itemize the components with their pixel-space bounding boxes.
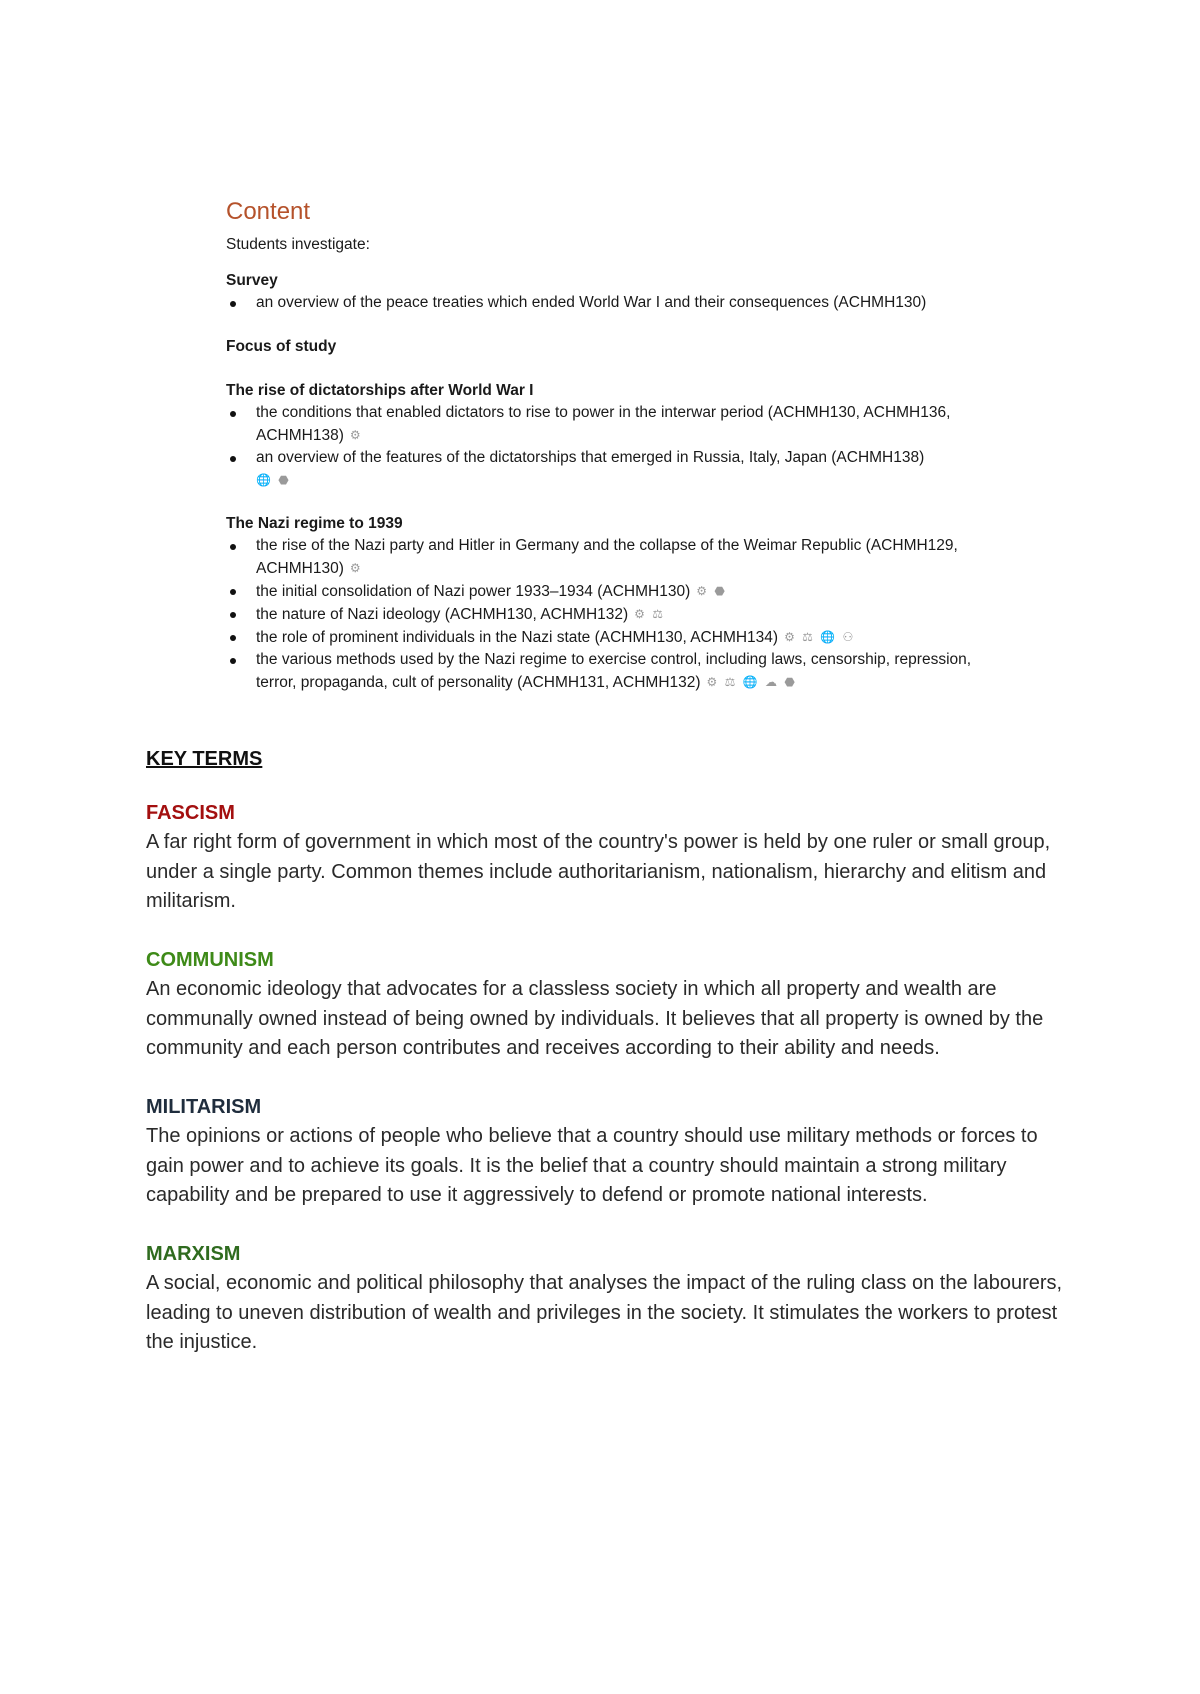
term-name: MILITARISM bbox=[146, 1095, 262, 1118]
term-name: FASCISM bbox=[146, 801, 235, 824]
list-item: an overview of the features of the dictatorships that emerged in Russia, Italy, Japan (ACHMH138) 🌐 ⬣ bbox=[226, 447, 1006, 491]
list-item: the nature of Nazi ideology (ACHMH130, ACHMH132) ⚙ ⚖ bbox=[226, 603, 1006, 626]
survey-list bbox=[226, 292, 1006, 314]
curriculum-icons: ⚙ ⚖ bbox=[634, 607, 666, 621]
key-terms-section bbox=[146, 745, 1066, 1387]
curriculum-icons: ⚙ ⚖ 🌐 ☁ ⬣ bbox=[706, 675, 797, 689]
term-communism bbox=[146, 946, 1066, 1064]
term-name: MARXISM bbox=[146, 1242, 241, 1265]
curriculum-icons: ⚙ bbox=[349, 428, 363, 442]
dictatorships-list bbox=[226, 402, 1006, 491]
key-terms-heading: KEY TERMS bbox=[146, 748, 263, 770]
term-marxism bbox=[146, 1240, 1066, 1358]
list-item: the role of prominent individuals in the Nazi state (ACHMH130, ACHMH134) ⚙ ⚖ 🌐 ⚇ bbox=[226, 626, 1006, 649]
survey-heading: Survey bbox=[226, 272, 278, 289]
nazi-heading: The Nazi regime to 1939 bbox=[226, 515, 403, 532]
term-name: COMMUNISM bbox=[146, 948, 274, 971]
content-section bbox=[226, 196, 1006, 694]
curriculum-icons: ⚙ ⬣ bbox=[696, 584, 727, 598]
focus-heading: Focus of study bbox=[226, 338, 337, 355]
list-item: an overview of the peace treaties which ended World War I and their consequences (ACHMH130) bbox=[226, 292, 1006, 314]
list-item: the various methods used by the Nazi regime to exercise control, including laws, censorship, repression, terror, propaganda, cult of personality (ACHMH131, ACHMH132) ⚙ ⚖ 🌐 ☁ ⬣ bbox=[226, 649, 1006, 694]
curriculum-icons: ⚙ bbox=[349, 561, 363, 575]
term-militarism bbox=[146, 1093, 1066, 1211]
list-item: the initial consolidation of Nazi power 1933–1934 (ACHMH130) ⚙ ⬣ bbox=[226, 580, 1006, 603]
content-title: Content bbox=[226, 198, 311, 225]
curriculum-icons: ⚙ ⚖ 🌐 ⚇ bbox=[784, 630, 856, 644]
list-item: the conditions that enabled dictators to rise to power in the interwar period (ACHMH130, ACHMH136, ACHMH138) ⚙ bbox=[226, 402, 1006, 447]
intro-text: Students investigate: bbox=[226, 236, 370, 253]
curriculum-icons: 🌐 ⬣ bbox=[256, 473, 291, 487]
term-definition: An economic ideology that advocates for a classless society in which all property and wealth are communally owned instead of being owned by individuals. It believes that all property is owned by the community and each person contributes and receives according to their ability and needs. bbox=[146, 978, 1044, 1059]
list-item: the rise of the Nazi party and Hitler in Germany and the collapse of the Weimar Republic (ACHMH129, ACHMH130) ⚙ bbox=[226, 535, 1006, 580]
term-fascism bbox=[146, 799, 1066, 917]
term-definition: A social, economic and political philosophy that analyses the impact of the ruling class on the labourers, leading to uneven distribution of wealth and privileges in the society. It stimulates the workers to protest the injustice. bbox=[146, 1272, 1063, 1353]
nazi-list bbox=[226, 535, 1006, 694]
term-definition: A far right form of government in which most of the country's power is held by one ruler or small group, under a single party. Common themes include authoritarianism, nationalism, hierarchy and elitism and militarism. bbox=[146, 831, 1051, 912]
dictatorships-heading: The rise of dictatorships after World War I bbox=[226, 382, 534, 399]
term-definition: The opinions or actions of people who believe that a country should use military methods or forces to gain power and to achieve its goals. It is the belief that a country should maintain a strong military capability and be prepared to use it aggressively to defend or promote national interests. bbox=[146, 1125, 1038, 1206]
